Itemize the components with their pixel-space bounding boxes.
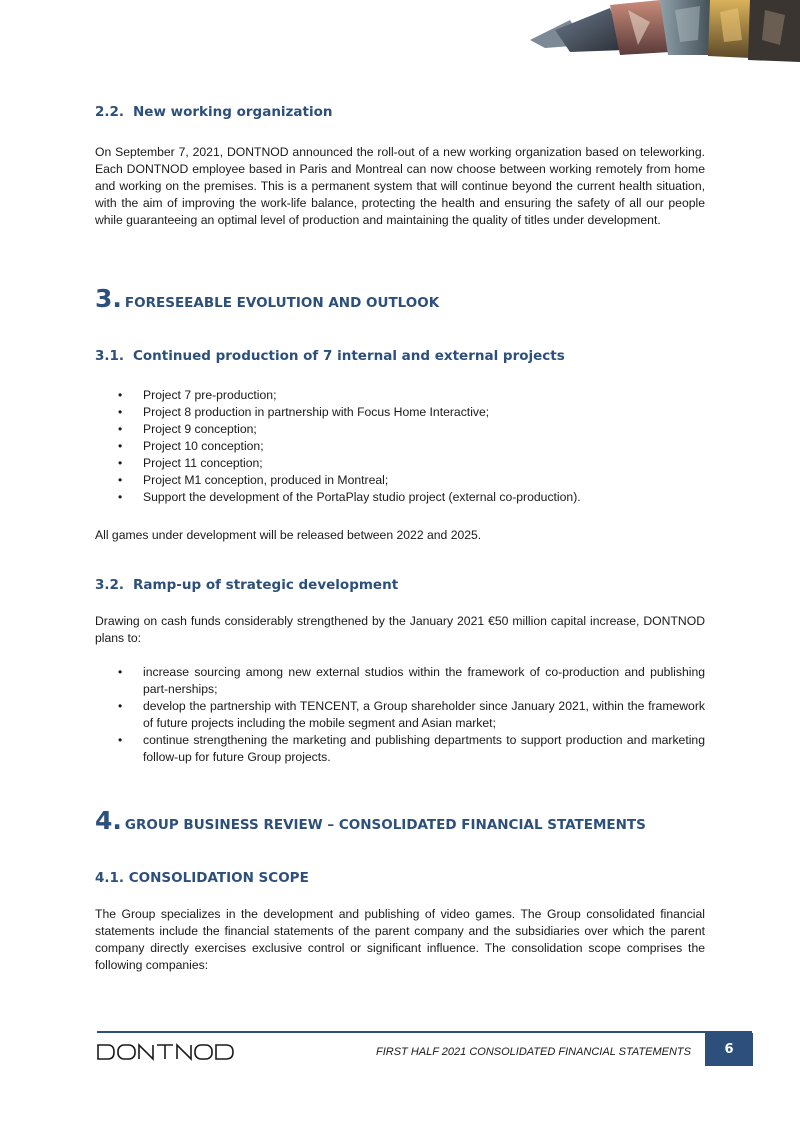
list-item: • Project 8 production in partnership with Focus Home Interactive; [118,405,490,419]
list-item: • develop the partnership with TENCENT, a Group shareholder since January 2021, within the framework of future projects including the mobile segment and Asian market; [118,699,705,730]
section-3-1-number: 3.1. [95,348,125,364]
bullet-icon: • [118,490,123,504]
section-3-1-heading [95,348,565,364]
bullet-icon: • [118,388,123,402]
section-2-2-heading [95,104,333,120]
section-4-heading [95,806,646,835]
section-3-1-title: Continued production of 7 internal and external projects [133,348,565,364]
footer-title: FIRST HALF 2021 CONSOLIDATED FINANCIAL STATEMENTS [376,1046,691,1058]
section-3-title: FORESEEABLE EVOLUTION AND OUTLOOK [124,295,440,311]
bullet-icon: • [118,699,123,713]
page-number: 6 [724,1042,734,1057]
list-item: • Project 10 conception; [118,439,264,453]
list-item: • increase sourcing among new external studios within the framework of co-production and publishing part-nerships; [118,665,705,696]
list-item: • Project M1 conception, produced in Montreal; [118,473,389,487]
section-3-number: 3. [95,284,122,313]
bullet-icon: • [118,733,123,747]
game-collage-banner-icon [510,0,800,62]
section-4-title: GROUP BUSINESS REVIEW – CONSOLIDATED FINANCIAL STATEMENTS [124,817,646,833]
section-2-2-title: New working organization [133,104,333,120]
section-3-2-title: Ramp-up of strategic development [133,577,399,593]
list-item: • Project 7 pre-production; [118,388,277,402]
header-banner [510,0,800,62]
bullet-icon: • [118,405,123,419]
list-item: • Support the development of the PortaPlay studio project (external co-production). [118,490,581,504]
list-item: • Project 11 conception; [118,456,263,470]
section-4-1-heading: 4.1. CONSOLIDATION SCOPE [95,870,309,886]
list-item: • Project 9 conception; [118,422,257,436]
company-logo [96,1043,236,1066]
bullet-icon: • [118,665,123,679]
section-2-2-number: 2.2. [95,104,125,120]
bullet-icon: • [118,473,123,487]
section-2-2-paragraph: On September 7, 2021, DONTNOD announced the roll-out of a new working organization based on teleworking. Each DONTNOD employee based in Paris and Montreal can now choose between working remotely from home and working on the premises. This is a permanent system that will continue beyond the current health situation, with the aim of improving the work-life balance, protecting the health and ensuring the safety of all our people while guaranteeing an optimal level of production and maintaining the quality of titles under development. [95,145,705,227]
dontnod-logo-icon [96,1043,236,1061]
bullet-icon: • [118,456,123,470]
section-3-1-closing: All games under development will be released between 2022 and 2025. [95,528,482,542]
section-3-heading [95,284,439,313]
section-3-2-number: 3.2. [95,577,125,593]
section-3-2-intro: Drawing on cash funds considerably strengthened by the January 2021 €50 million capital increase, DONTNOD plans to: [95,614,705,645]
section-3-2-bullet-list [95,664,705,766]
section-4-1-paragraph: The Group specializes in the development and publishing of video games. The Group consolidated financial statements include the financial statements of the parent company and the subsidiaries over which the parent company directly exercises exclusive control or significant influence. The consolidation scope comprises the following companies: [95,907,705,972]
section-4-number: 4. [95,806,122,835]
bullet-icon: • [118,422,123,436]
section-3-2-heading [95,577,398,593]
page-number-badge [705,1033,753,1066]
section-3-1-bullet-list [95,387,705,506]
bullet-icon: • [118,439,123,453]
footer-divider [97,1031,752,1033]
list-item: • continue strengthening the marketing and publishing departments to support production and marketing follow-up for future Group projects. [118,733,705,764]
